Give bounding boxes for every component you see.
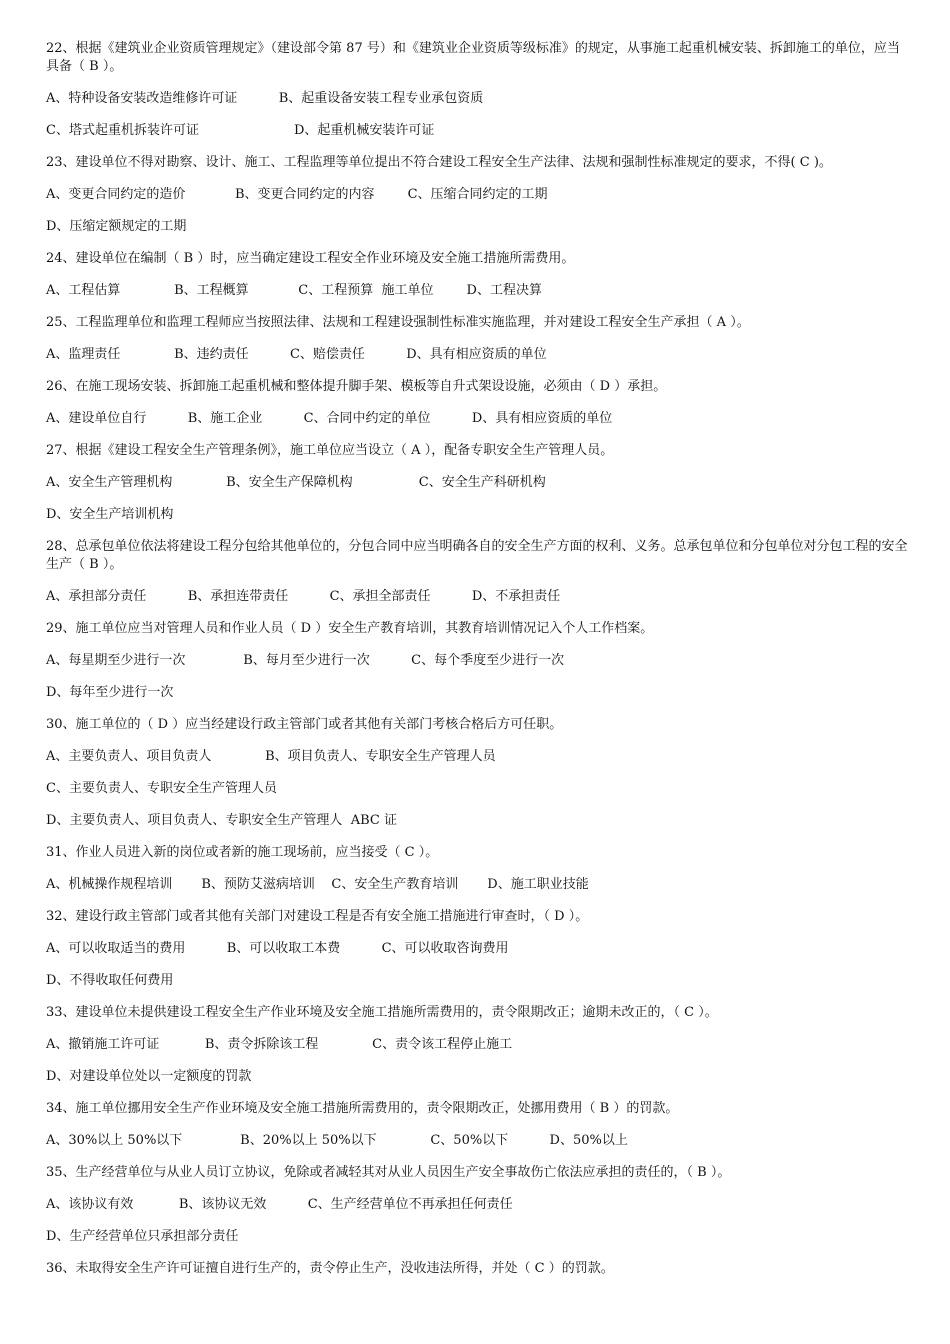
- answer-options: A、30%以上 50%以下 B、20%以上 50%以下 C、50%以下 D、50%以上: [46, 1133, 628, 1148]
- answer-options: A、安全生产管理机构 B、安全生产保障机构 C、安全生产科研机构: [46, 475, 546, 490]
- answer-options: A、机械操作规程培训 B、预防艾滋病培训 C、安全生产教育培训 D、施工职业技能: [46, 877, 589, 892]
- answer-options: A、工程估算 B、工程概算 C、工程预算 施工单位 D、工程决算: [46, 283, 542, 298]
- answer-options: C、主要负责人、专职安全生产管理人员: [46, 781, 277, 796]
- question-text: 27、根据《建设工程安全生产管理条例》，施工单位应当设立（ A ），配备专职安全生产管理人员。: [46, 443, 614, 458]
- answer-options: D、生产经营单位只承担部分责任: [46, 1229, 239, 1244]
- answer-options: A、主要负责人、项目负责人 B、项目负责人、专职安全生产管理人员: [46, 749, 496, 764]
- question-text: 34、施工单位挪用安全生产作业环境及安全施工措施所需费用的，责令限期改正，处挪用费用（ B ）的罚款。: [46, 1101, 679, 1116]
- answer-options: D、对建设单位处以一定额度的罚款: [46, 1069, 252, 1084]
- answer-options: A、建设单位自行 B、施工企业 C、合同中约定的单位 D、具有相应资质的单位: [46, 411, 613, 426]
- document-page: [46, 40, 912, 1278]
- answer-options: D、每年至少进行一次: [46, 685, 174, 700]
- question-text: 25、工程监理单位和监理工程师应当按照法律、法规和工程建设强制性标准实施监理，并对建设工程安全生产承担（ A ）。: [46, 315, 750, 330]
- question-text: 30、施工单位的（ D ）应当经建设行政主管部门或者其他有关部门考核合格后方可任职。: [46, 717, 563, 732]
- question-text: 28、总承包单位依法将建设工程分包给其他单位的，分包合同中应当明确各自的安全生产方面的权利、义务。总承包单位和分包单位对分包工程的安全生产（ B ）。: [46, 539, 908, 572]
- answer-options: A、撤销施工许可证 B、责令拆除该工程 C、责令该工程停止施工: [46, 1037, 513, 1052]
- answer-options: A、可以收取适当的费用 B、可以收取工本费 C、可以收取咨询费用: [46, 941, 509, 956]
- answer-options: A、变更合同约定的造价 B、变更合同约定的内容 C、压缩合同约定的工期: [46, 187, 548, 202]
- answer-options: A、特种设备安装改造维修许可证 B、起重设备安装工程专业承包资质: [46, 91, 484, 106]
- answer-options: A、该协议有效 B、该协议无效 C、生产经营单位不再承担任何责任: [46, 1197, 513, 1212]
- question-text: 22、根据《建筑业企业资质管理规定》（建设部令第 87 号）和《建筑业企业资质等级标准》的规定，从事施工起重机械安装、拆卸施工的单位，应当具备（ B ）。: [46, 41, 900, 74]
- answer-options: D、主要负责人、项目负责人、专职安全生产管理人 ABC 证: [46, 813, 397, 828]
- question-text: 29、施工单位应当对管理人员和作业人员（ D ）安全生产教育培训，其教育培训情况记入个人工作档案。: [46, 621, 654, 636]
- answer-options: D、不得收取任何费用: [46, 973, 174, 988]
- question-text: 32、建设行政主管部门或者其他有关部门对建设工程是否有安全施工措施进行审查时，（ D ）。: [46, 909, 589, 924]
- answer-options: A、监理责任 B、违约责任 C、赔偿责任 D、具有相应资质的单位: [46, 347, 547, 362]
- answer-options: C、塔式起重机拆装许可证 D、起重机械安装许可证: [46, 123, 435, 138]
- question-text: 31、作业人员进入新的岗位或者新的施工现场前，应当接受（ C ）。: [46, 845, 439, 860]
- answer-options: A、每星期至少进行一次 B、每月至少进行一次 C、每个季度至少进行一次: [46, 653, 565, 668]
- question-text: 23、建设单位不得对勘察、设计、施工、工程监理等单位提出不符合建设工程安全生产法律、法规和强制性标准规定的要求，不得( C )。: [46, 155, 832, 170]
- question-text: 35、生产经营单位与从业人员订立协议，免除或者减轻其对从业人员因生产安全事故伤亡依法应承担的责任的，（ B ）。: [46, 1165, 731, 1180]
- question-text: 24、建设单位在编制（ B ）时，应当确定建设工程安全作业环境及安全施工措施所需费用。: [46, 251, 575, 266]
- question-text: 33、建设单位未提供建设工程安全生产作业环境及安全施工措施所需费用的，责令限期改正；逾期未改正的，（ C ）。: [46, 1005, 718, 1020]
- answer-options: D、压缩定额规定的工期: [46, 219, 187, 234]
- question-text: 26、在施工现场安装、拆卸施工起重机械和整体提升脚手架、模板等自升式架设设施，必须由（ D ）承担。: [46, 379, 667, 394]
- answer-options: D、安全生产培训机构: [46, 507, 174, 522]
- answer-options: A、承担部分责任 B、承担连带责任 C、承担全部责任 D、不承担责任: [46, 589, 561, 604]
- question-text: 36、未取得安全生产许可证擅自进行生产的，责令停止生产，没收违法所得，并处（ C ）的罚款。: [46, 1261, 614, 1276]
